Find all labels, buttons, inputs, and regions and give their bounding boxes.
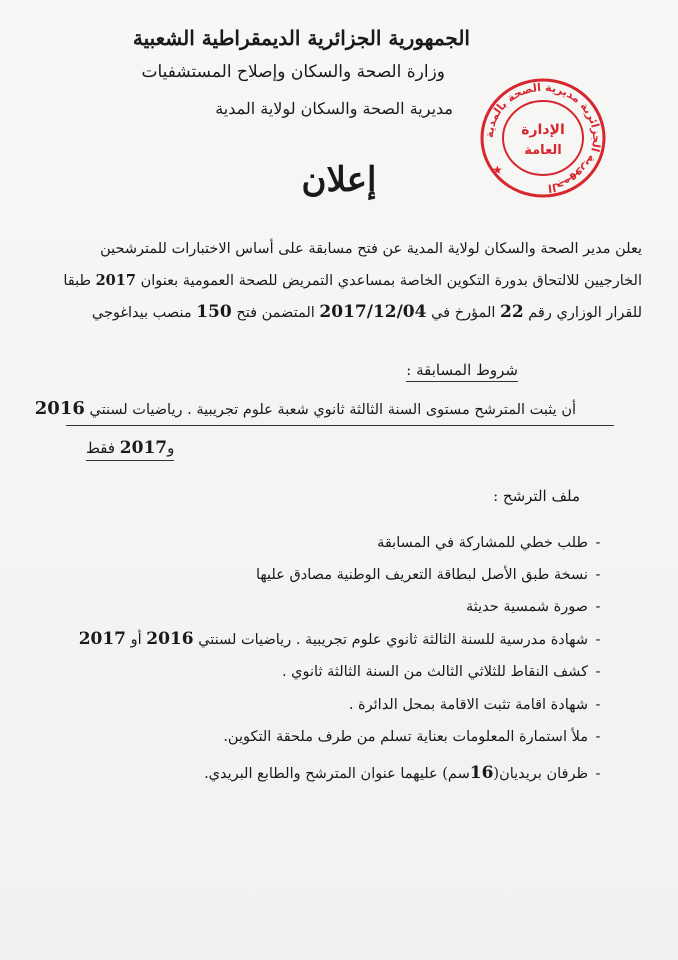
- intro-line-3-text-c: المتضمن فتح: [236, 305, 315, 321]
- list-item: [282, 664, 608, 680]
- decree-date: 2017/12/04: [319, 302, 427, 322]
- intro-line-3-text-b: المؤرخ في: [431, 305, 496, 321]
- condition-year-2: 2017: [119, 438, 168, 458]
- stamp-center-line2: العامة: [524, 143, 562, 158]
- condition-year-1: 2016: [34, 398, 85, 419]
- list-item-text: شهادة مدرسية للسنة الثالثة ثانوي علوم تجريبية . رياضيات لسنتي: [198, 632, 588, 648]
- list-item: [256, 567, 608, 583]
- list-item-year-b: 2017: [78, 629, 127, 649]
- republic-heading: الجمهورية الجزائرية الديمقراطية الشعبية: [132, 26, 470, 50]
- decree-number: 22: [500, 302, 524, 322]
- intro-line-1: [100, 241, 642, 257]
- ministry-heading: وزارة الصحة والسكان وإصلاح المستشفيات: [141, 62, 445, 82]
- stamp-ring-text: الجمهورية الجزائرية مديرية الصحة بالمدية: [482, 80, 604, 195]
- intro-line-3-text-d: منصب بيداغوجي: [91, 305, 192, 321]
- intro-line-2: [63, 272, 642, 289]
- application-file-heading: ملف الترشح :: [493, 487, 580, 505]
- list-item-text: كشف النقاط للثلاثي الثالث من السنة الثالثة ثانوي .: [281, 664, 588, 680]
- bullet-dash: -: [595, 599, 601, 615]
- bullet-dash: -: [595, 766, 601, 782]
- list-item: [466, 599, 608, 615]
- list-item: [223, 729, 608, 745]
- star-icon: ★: [492, 163, 503, 177]
- stamp-center-line1: الإدارة: [521, 122, 565, 138]
- list-item: [377, 535, 608, 551]
- condition-line-2: [86, 438, 174, 461]
- bullet-dash: -: [595, 697, 601, 713]
- divider: [66, 425, 614, 426]
- list-item-sep: أو: [130, 632, 142, 648]
- list-item-text: طلب خطي للمشاركة في المسابقة: [377, 535, 588, 551]
- page-title: إعلان: [301, 160, 377, 200]
- intro-line-3: [92, 302, 642, 322]
- envelope-size: 16: [469, 763, 494, 783]
- list-item-text: ملأ استمارة المعلومات بعناية تسلم من طرف ملحقة التكوين.: [223, 729, 588, 745]
- directorate-heading: مديرية الصحة والسكان لولاية المدية: [215, 99, 453, 118]
- list-item: [204, 763, 608, 783]
- intro-year: 2017: [95, 272, 136, 289]
- list-item-year-a: 2016: [146, 629, 194, 649]
- list-item: [349, 697, 608, 713]
- positions-count: 150: [196, 302, 232, 322]
- bullet-dash: -: [595, 664, 601, 680]
- intro-line-3-text-a: للقرار الوزاري رقم: [528, 305, 642, 321]
- list-item-text-b: سم) عليهما عنوان المترشح والطابع البريدي.: [204, 766, 470, 782]
- condition-line-1: [35, 398, 576, 419]
- intro-line-2-end: طبقا: [63, 273, 91, 289]
- intro-line-2-text: الخارجيين للالتحاق بدورة التكوين الخاصة بمساعدي التمريض للصحة العمومية بعنوان: [140, 273, 642, 289]
- condition-line-2-end: فقط: [86, 439, 115, 457]
- condition-line-2-and: و: [167, 439, 175, 457]
- list-item-text: نسخة طبق الأصل لبطاقة التعريف الوطنية مصادق عليها: [255, 567, 588, 583]
- bullet-dash: -: [595, 535, 601, 551]
- list-item-text: شهادة اقامة تثبت الاقامة بمحل الدائرة .: [348, 697, 588, 713]
- list-item: [79, 629, 608, 649]
- list-item-text: صورة شمسية حديثة: [466, 599, 588, 615]
- bullet-dash: -: [595, 632, 601, 648]
- conditions-heading: شروط المسابقة :: [406, 361, 518, 382]
- bullet-dash: -: [595, 567, 601, 583]
- intro-line-1-text: يعلن مدير الصحة والسكان لولاية المدية عن فتح مسابقة على أساس الاختبارات للمترشحين: [100, 241, 642, 257]
- bullet-dash: -: [595, 729, 601, 745]
- list-item-text-a: ظرفان بريديان(: [493, 766, 588, 782]
- condition-line-1-text: أن يثبت المترشح مستوى السنة الثالثة ثانوي شعبة علوم تجريبية . رياضيات لسنتي: [89, 402, 576, 418]
